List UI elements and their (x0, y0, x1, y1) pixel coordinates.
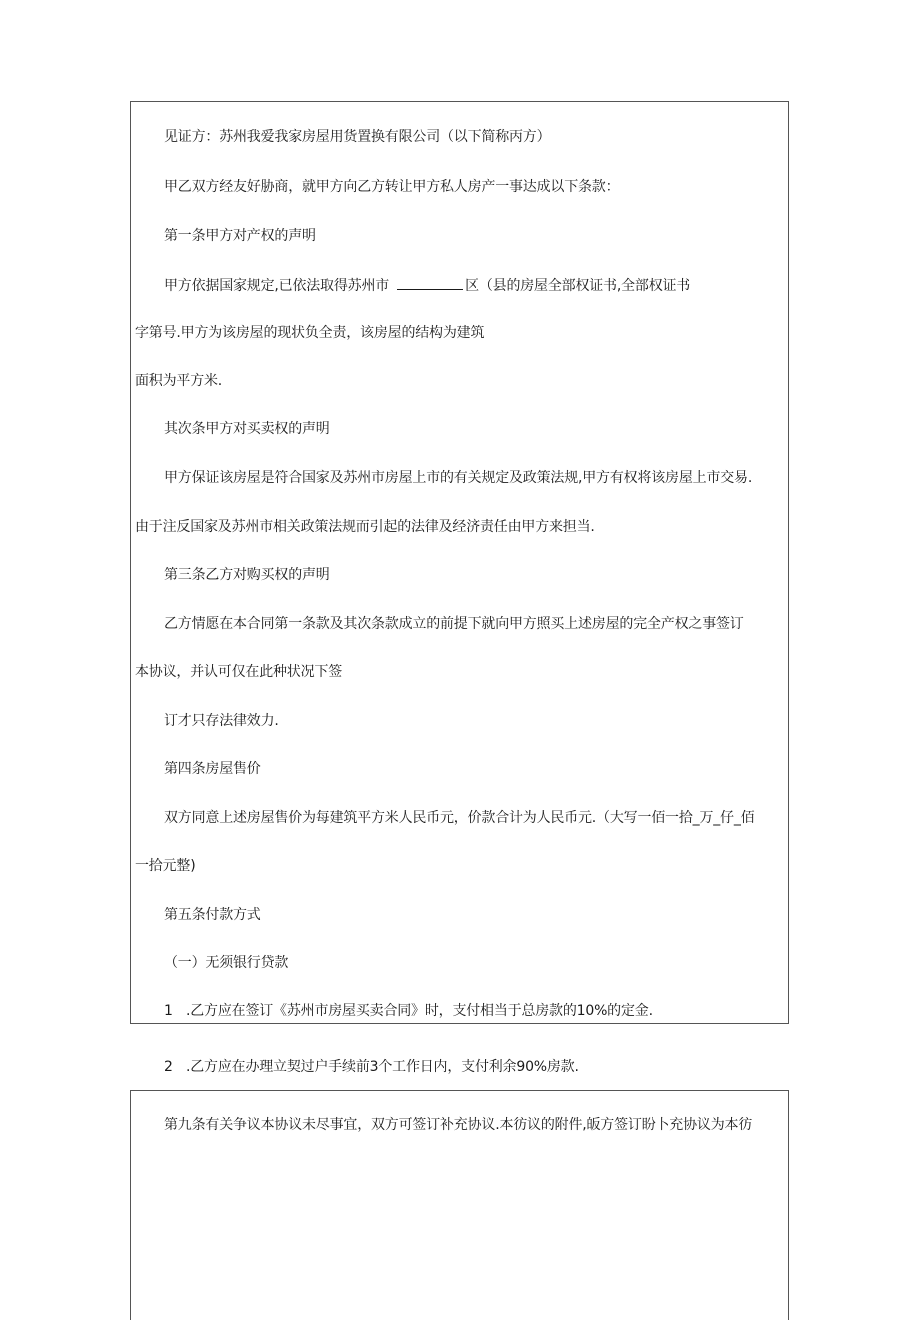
item-2 (164, 1057, 579, 1077)
item-1-text: .乙方应在签订《苏州市房屋买卖合同》时，支付相当于总房款的10%的定金. (186, 1003, 653, 1019)
item-1-number: 1 (164, 1003, 173, 1019)
article3-line2: 本协议，并认可仅在此种状况下签 (135, 664, 342, 680)
item-1 (164, 1001, 653, 1021)
article4-title: 第四条房屋售价 (164, 761, 261, 777)
fill-in-blank (397, 275, 463, 290)
item-2-number: 2 (164, 1059, 173, 1075)
witness-line: 见证方：苏州我爱我家房屋用货置换有限公司（以下简称丙方） (164, 129, 551, 145)
article9-line1: 第九条有关争议本协议未尽事宜，双方可签订补充协议.本彷议的附件,皈方签订盼卜充协议为本彷 (164, 1117, 753, 1133)
article5-sub1: （一）无须银行贷款 (164, 955, 289, 971)
article4-line2: 一拾元整) (135, 858, 196, 874)
article1-line3: 面积为平方米. (135, 373, 223, 389)
article2-line1: 甲方保证该房屋是符合国家及苏州市房屋上市的有关规定及政策法规,甲方有权将该房屋上市交易. (164, 470, 753, 486)
article1-line1-part-a: 甲方依据国家规定,已依法取得苏州市 (164, 278, 390, 294)
article1-line2: 字第号.甲方为该房屋的现状负全责，该房屋的结构为建筑 (135, 325, 485, 341)
article1-line1-part-b: 区（县的房屋全部权证书,全部权证书 (465, 278, 691, 294)
article1-line1 (164, 275, 690, 295)
article3-line1: 乙方情愿在本合同第一条款及其次条款成立的前提下就向甲方照买上述房屋的完全产权之事签订 (164, 616, 744, 632)
article1-title: 第一条甲方对产权的声明 (164, 228, 316, 244)
intro-line: 甲乙双方经友好胁商，就甲方向乙方转让甲方私人房产一事达成以下条款： (164, 179, 620, 195)
article2-line2: 由于注反国家及苏州市相关政策法规而引起的法律及经济责任由甲方来担当. (135, 519, 595, 535)
article4-line1: 双方同意上述房屋售价为每建筑平方米人民币元，价款合计为人民币元.（大写一佰一拾_万_仔_佰 (164, 810, 755, 826)
article5-title: 第五条付款方式 (164, 907, 261, 923)
article3-line3: 订才只存法律效力. (164, 713, 279, 729)
article2-title: 其次条甲方对买卖权的声明 (164, 421, 330, 437)
article3-title: 第三条乙方对购买权的声明 (164, 567, 330, 583)
item-2-text: .乙方应在办理立契过户手续前3个工作日内，支付利余90%房款. (186, 1059, 579, 1075)
